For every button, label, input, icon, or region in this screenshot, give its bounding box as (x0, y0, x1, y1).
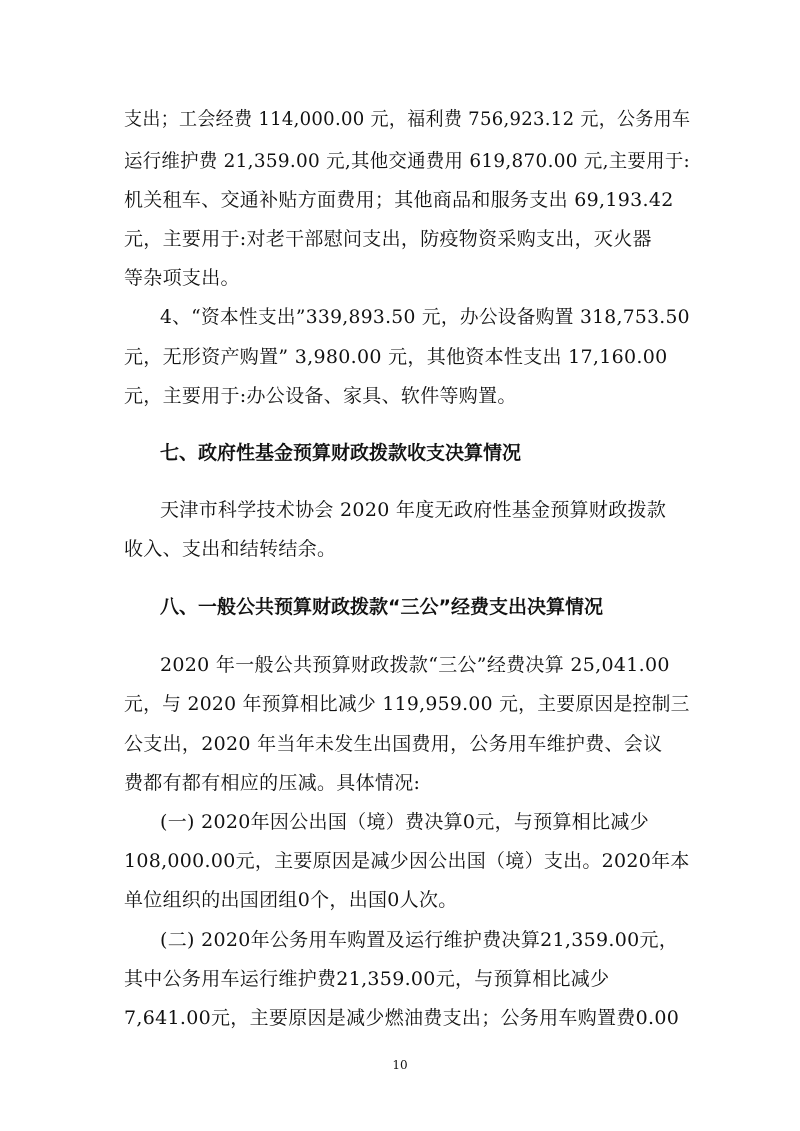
body-line: 7,641.00元，主要原因是减少燃油费支出；公务用车购置费0.00 (124, 1007, 680, 1029)
body-line: 2020 年一般公共预算财政拨款“三公”经费决算 25,041.00 (160, 654, 670, 676)
body-line: 单位组织的出国团组0个，出国0人次。 (124, 889, 458, 911)
body-line: (一) 2020年因公出国（境）费决算0元，与预算相比减少 (160, 811, 650, 833)
body-line: 4、“资本性支出”339,893.50 元，办公设备购置 318,753.50 (160, 306, 690, 328)
section-heading-7: 七、政府性基金预算财政拨款收支决算情况 (160, 442, 522, 464)
body-line: 元，主要用于:对老干部慰问支出，防疫物资采购支出，灭火器 (124, 228, 652, 250)
body-line: 费都有都有相应的压减。具体情况: (124, 772, 421, 794)
section-heading-8: 八、一般公共预算财政拨款“三公”经费支出决算情况 (160, 596, 603, 618)
body-line: 108,000.00元，主要原因是减少因公出国（境）支出。2020年本 (124, 850, 690, 872)
body-line: 元，主要用于:办公设备、家具、软件等购置。 (124, 385, 517, 407)
body-line: 等杂项支出。 (124, 267, 240, 289)
body-line: 收入、支出和结转结余。 (124, 538, 337, 560)
body-line: 公支出，2020 年当年未发生出国费用，公务用车维护费、会议 (124, 733, 663, 755)
page-number: 10 (392, 1058, 408, 1072)
body-line: (二) 2020年公务用车购置及运行维护费决算21,359.00元， (160, 929, 679, 951)
body-line: 其中公务用车运行维护费21,359.00元，与预算相比减少 (124, 968, 610, 990)
body-line: 天津市科学技术协会 2020 年度无政府性基金预算财政拨款 (160, 499, 667, 521)
body-line: 支出；工会经费 114,000.00 元，福利费 756,923.12 元，公务用车 (124, 108, 691, 130)
body-line: 元，与 2020 年预算相比减少 119,959.00 元，主要原因是控制三 (124, 693, 690, 715)
body-line: 元，无形资产购置” 3,980.00 元，其他资本性支出 17,160.00 (124, 346, 668, 368)
body-line: 运行维护费 21,359.00 元,其他交通费用 619,870.00 元,主要用于: (124, 150, 691, 172)
body-line: 机关租车、交通补贴方面费用；其他商品和服务支出 69,193.42 (124, 189, 674, 211)
